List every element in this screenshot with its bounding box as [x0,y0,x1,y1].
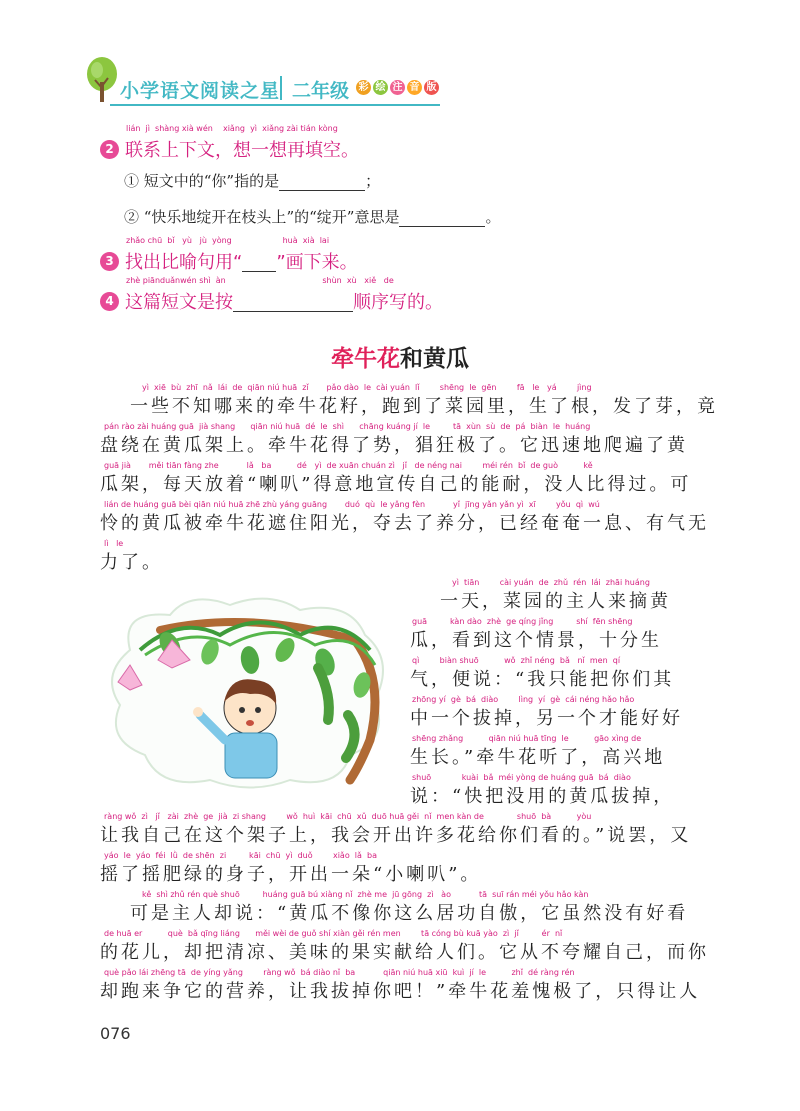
sub-question-text: ② “快乐地绽开在枝头上”的“绽开”意思是 [124,208,400,226]
story-line: 却跑来争它的营养，让我拔掉你吧！”牵牛花羞愧极了，只得让人 [100,981,701,1002]
page-number: 076 [100,1024,131,1043]
question-text: 联系上下文，想一想再填空。 [125,140,359,161]
edition-badge: 注 [390,80,405,95]
story-line: 气，便说：“我只能把你们其 [410,669,675,690]
sub-question-text: ① 短文中的“你”指的是 [124,172,280,190]
pinyin-line: ràng wǒ zì jǐ zài zhè ge jià zi shang wǒ huì kāi chū xǔ duō huā gěi nǐ men kàn de shuō bà yòu [104,812,592,821]
story-line: 让我自己在这个架子上，我会开出许多花给你们看的。”说罢，又 [100,825,692,846]
pinyin-line: lián de huáng guā bèi qiān niú huā zhē zhù yáng guāng duó qù le yǎng fèn yǐ jīng yǎn yǎn yì xī yǒu qì wú [104,500,600,509]
pinyin-line: yì tiān cài yuán de zhǔ rén lái zhāi huáng [452,578,650,587]
story-line: 摇了摇肥绿的身子，开出一朵“小喇叭”。 [100,864,482,885]
answer-blank[interactable] [279,172,365,191]
question-text: 找出比喻句用“ [125,252,243,273]
q3-pinyin: zhǎo chū bǐ yù jù yòng huà xià lai [126,236,330,245]
question-text-end: ”画下来。 [276,252,358,273]
question-2 [100,136,359,162]
q2-pinyin: lián jì shàng xià wén xiǎng yì xiǎng zài tián kòng [126,124,338,133]
story-line: 力了。 [100,552,163,573]
edition-badge: 版 [424,80,439,95]
edition-badges [356,80,439,95]
story-line: 一天，菜园的主人来摘黄 [440,591,671,612]
pinyin-line: zhōng yí gè bá diào lìng yí gè cái néng hǎo hǎo [412,695,635,704]
pinyin-line: guā jià měi tiān fàng zhe lǎ ba dé yì de xuān chuán zì jǐ de néng nai méi rén bǐ de guò kě [104,461,593,470]
edition-badge: 彩 [356,80,371,95]
answer-blank[interactable] [242,250,276,272]
story-line: 盘绕在黄瓜架上。牵牛花得了势，猖狂极了。它迅速地爬遍了黄 [100,435,688,456]
question-number: 2 [100,140,119,159]
pinyin-line: yì xiē bù zhī nǎ lái de qiān niú huā zǐ pǎo dào le cài yuán lǐ shēng le gēn fā le yá jìng [142,383,592,392]
story-line: 说：“快把没用的黄瓜拔掉， [410,786,675,807]
pinyin-line: lì le [104,539,124,548]
answer-blank[interactable] [233,290,353,312]
story-line: 中一个拔掉，另一个才能好好 [410,708,683,729]
story-line: 可是主人却说：“黄瓜不像你这么居功自傲，它虽然没有好看 [130,903,689,924]
edition-badge: 绘 [373,80,388,95]
story-line: 的花儿，却把清凉、美味的果实献给人们。它从不夸耀自己，而你 [100,942,709,963]
sub-question-1 [124,170,380,191]
story-line: 怜的黄瓜被牵牛花遮住阳光，夺去了养分，已经奄奄一息、有气无 [100,513,709,534]
question-4 [100,288,443,314]
story-title-rest: 和黄瓜 [400,345,469,372]
pinyin-line: shuō kuài bǎ méi yòng de huáng guā bá diào [412,773,631,782]
answer-blank[interactable] [399,208,485,227]
pinyin-line: guā kàn dào zhè ge qíng jǐng shí fēn shēng [412,617,633,626]
tree-logo-icon [84,56,120,104]
sub-question-suffix: ； [365,172,381,190]
story-line: 一些不知哪来的牵牛花籽，跑到了菜园里，生了根，发了芽，竟 [130,396,718,417]
question-number: 4 [100,292,119,311]
book-title: 小学语文阅读之星 [120,80,281,102]
story-line: 生长。”牵牛花听了，高兴地 [410,747,666,768]
question-text: 这篇短文是按 [125,292,233,313]
pinyin-line: pán rào zài huáng guā jià shang qiān niú huā dé le shì chāng kuáng jí le tā xùn sù de pá biàn le huáng [104,422,591,431]
story-title [0,340,800,373]
question-3 [100,248,358,274]
edition-badge: 音 [407,80,422,95]
sub-question-suffix: 。 [485,208,501,226]
pinyin-line: kě shì zhǔ rén què shuō huáng guā bú xiàng nǐ zhè me jū gōng zì ào tā suī rán méi yǒu hǎo kàn [142,890,589,899]
pinyin-line: de huā er què bǎ qīng liáng měi wèi de guǒ shí xiàn gěi rén men tā cóng bù kuā yào zì jǐ ér nǐ [104,929,563,938]
sub-question-2 [124,206,500,227]
pinyin-line: shēng zhǎng qiān niú huā tīng le gāo xìng de [412,734,642,743]
story-line: 瓜，看到这个情景，十分生 [410,630,662,651]
header-underline [110,104,440,106]
grade-label: 二年级 [292,80,350,102]
story-illustration [100,590,400,795]
pinyin-line: què pǎo lái zhēng tā de yíng yǎng ràng wǒ bá diào nǐ ba qiān niú huā xiū kuì jí le zhǐ dé ràng rén [104,968,575,977]
story-title-highlight: 牵牛花 [331,345,400,372]
header-separator [280,76,282,100]
question-text-end: 顺序写的。 [353,292,443,313]
question-number: 3 [100,252,119,271]
pinyin-line: yáo le yáo féi lǜ de shēn zi kāi chū yì duǒ xiǎo lǎ ba [104,851,377,860]
pinyin-line: qì biàn shuō wǒ zhǐ néng bǎ nǐ men qí [412,656,621,665]
q4-pinyin: zhè piānduǎnwén shì àn shùn xù xiě de [126,276,394,285]
story-line: 瓜架，每天放着“喇叭”得意地宣传自己的能耐，没人比得过。可 [100,474,692,495]
